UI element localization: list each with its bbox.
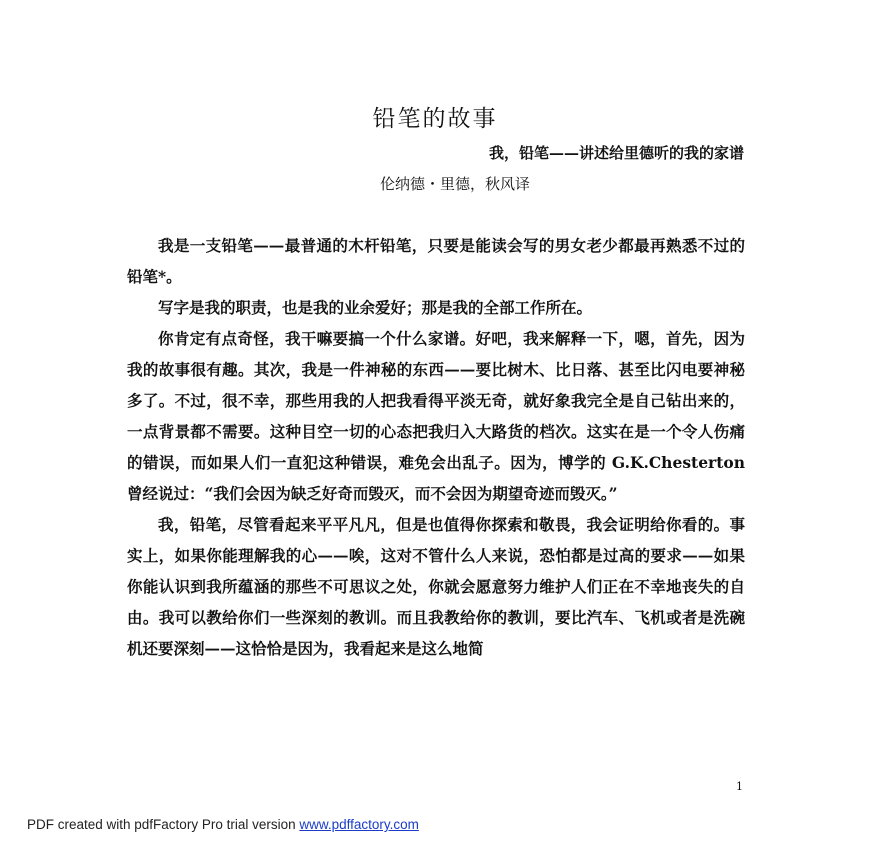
page-number: 1: [736, 780, 743, 793]
document-body: [127, 230, 745, 664]
paragraph: 写字是我的职责，也是我的业余爱好；那是我的全部工作所在。: [158, 298, 593, 317]
pdf-footer: [27, 817, 419, 832]
paragraph: 你肯定有点奇怪，我干嘛要搞一个什么家谱。好吧，我来解释一下，嗯，首先，因为我的故事很有趣。其次，我是一件神秘的东西——要比树木、比日落、甚至比闪电要神秘多了。不过，很不幸，那些用我的人把我看得平淡无奇，就好象我完全是自己钻出来的，一点背景都不需要。这种目空一切的心态把我归入大路货的档次。这实在是一个令人伤痛的错误，而如果人们一直犯这种错误，难免会出乱子。因为，博学的 G.K.Chesterton 曾经说过：“我们会因为缺乏好奇而毁灭，而不会因为期望奇迹而毁灭。”: [127, 329, 745, 503]
paragraph: 我，铅笔，尽管看起来平平凡凡，但是也值得你探索和敬畏，我会证明给你看的。事实上，如果你能理解我的心——唉，这对不管什么人来说，恐怕都是过高的要求——如果你能认识到我所蕴涵的那些不可思议之处，你就会愿意努力维护人们正在不幸地丧失的自由。我可以教给你们一些深刻的教训。而且我教给你的教训，要比汽车、飞机或者是洗碗机还要深刻——这恰恰是因为，我看起来是这么地简: [127, 515, 745, 658]
paragraph: 我是一支铅笔——最普通的木杆铅笔，只要是能读会写的男女老少都最再熟悉不过的铅笔*。: [127, 236, 745, 286]
footer-text: PDF created with pdfFactory Pro trial version: [27, 817, 300, 832]
footer-link[interactable]: www.pdffactory.com: [299, 817, 419, 832]
document-title: 铅笔的故事: [372, 106, 498, 132]
document-byline: 伦纳德・里德，秋风译: [379, 175, 530, 193]
document-subtitle: 我，铅笔——讲述给里德听的我的家谱: [488, 144, 744, 162]
